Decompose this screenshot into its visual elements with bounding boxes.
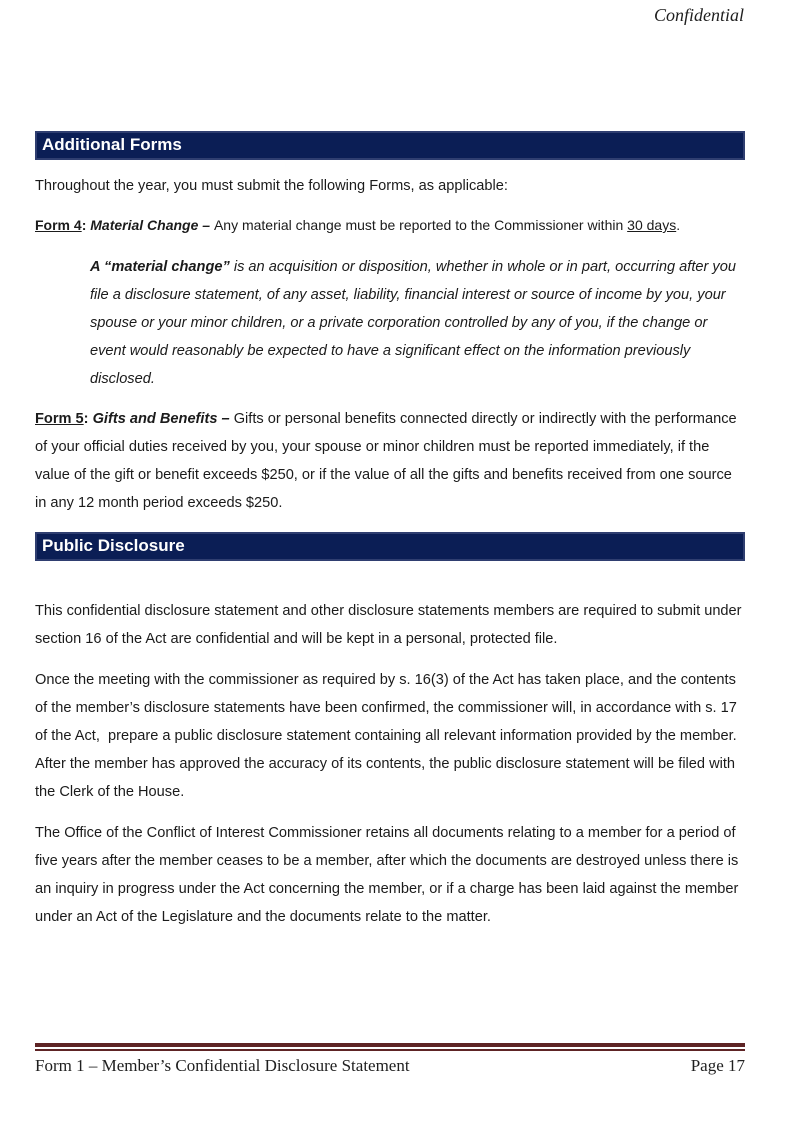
section-header-public-disclosure [35, 532, 745, 561]
footer-document-title: Form 1 – Member’s Confidential Disclosure Statement [35, 1056, 410, 1075]
footer-row [35, 1056, 745, 1076]
intro-paragraph: Throughout the year, you must submit the following Forms, as applicable: [35, 178, 508, 194]
form4-note-body: is an acquisition or disposition, whether in whole or in part, occurring after you file a disclosure statement, of any asset, liability, financial interest or source of income by you, your spouse or your minor children, or a private corporation controlled by any of you, if the change or event would reasonably be expected to have a significant effect on the information previously disclosed. [90, 259, 741, 387]
section-title-additional-forms: Additional Forms [42, 135, 182, 154]
form4-separator: : [81, 217, 91, 233]
form4-deadline: 30 days [627, 217, 677, 233]
footer-rule-thin [35, 1049, 745, 1051]
form5-name: Gifts and Benefits – [92, 411, 234, 427]
form4-note-lead: A “material change” [90, 259, 234, 275]
page-footer [35, 1043, 745, 1076]
public-disclosure-paragraph-3: The Office of the Conflict of Interest Commissioner retains all documents relating to a member for a period of five years after the member ceases to be a member, after which the documents are destroyed unless there is an inquiry in progress under the Act concerning the member, or if a charge has been laid against the member under an Act of the Legislature and the documents relate to the matter. [35, 825, 743, 925]
confidential-watermark: Confidential [654, 5, 744, 25]
form4-body: Any material change must be reported to the Commissioner within [213, 217, 628, 233]
form4-note-paragraph [90, 253, 745, 393]
footer-rule-thick [35, 1043, 745, 1047]
form5-body: Gifts or personal benefits connected directly or indirectly with the performance of your official duties received by you, your spouse or minor children must be reported immediately, if the value of the gift or benefit exceeds $250, or if the value of all the gifts and benefits received from one source in any 12 month period exceeds $250. [35, 411, 741, 511]
public-disclosure-paragraph-1: This confidential disclosure statement and other disclosure statements members are required to submit under section 16 of the Act are confidential and will be kept in a personal, protected file. [35, 603, 746, 647]
form4-paragraph [35, 211, 745, 239]
section-title-public-disclosure: Public Disclosure [42, 536, 185, 555]
section-header-additional-forms [35, 131, 745, 160]
form4-end: . [676, 217, 681, 233]
form5-separator: : [83, 411, 93, 427]
form5-label: Form 5 [35, 411, 84, 427]
form4-name: Material Change – [90, 217, 214, 233]
form5-paragraph [35, 405, 745, 517]
form4-label: Form 4 [35, 217, 82, 233]
public-disclosure-paragraph-2: Once the meeting with the commissioner as required by s. 16(3) of the Act has taken place, and the contents of the member’s disclosure statements have been confirmed, the commissioner will, in accordance with s. 17 of the Act, prepare a public disclosure statement containing all relevant information provided by the member. After the member has approved the accuracy of its contents, the public disclosure statement will be filed with the Clerk of the House. [35, 672, 749, 800]
footer-page-number: Page 17 [690, 1056, 745, 1075]
page-content [35, 0, 749, 931]
